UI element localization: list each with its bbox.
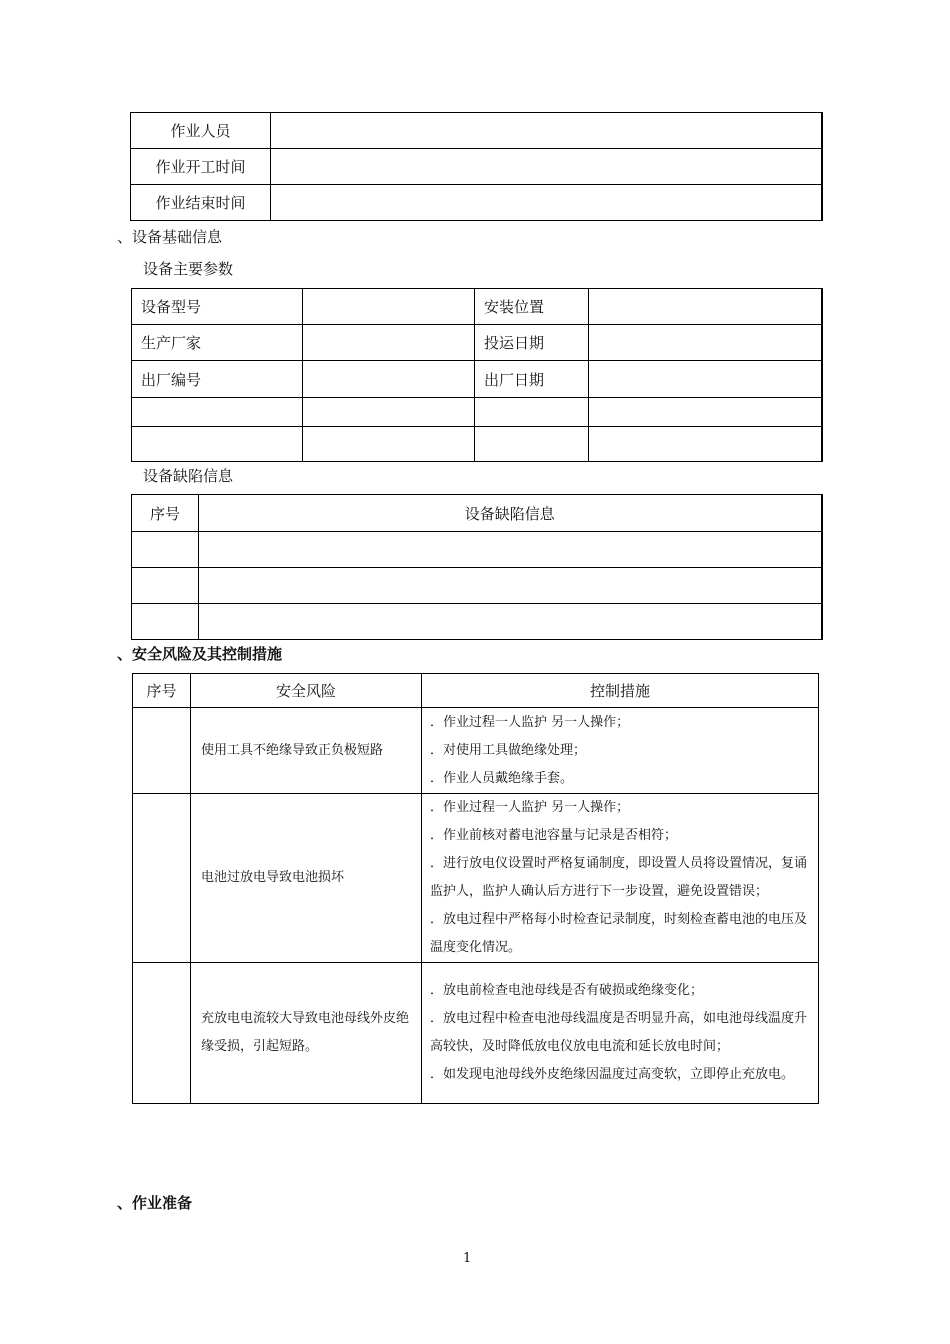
risk-no xyxy=(133,794,191,963)
param-label: 安装位置 xyxy=(475,289,589,325)
personnel-label: 作业人员 xyxy=(131,113,271,149)
page-number: 1 xyxy=(463,1251,472,1266)
table-header-row xyxy=(132,495,822,532)
risk-no xyxy=(133,963,191,1104)
measure-item: ．放电过程中严格每小时检查记录制度，时刻检查蓄电池的电压及温度变化情况。 xyxy=(430,912,808,955)
column-header-risk: 安全风险 xyxy=(191,674,422,708)
measure-item: ．放电前检查电池母线是否有破损或绝缘变化； xyxy=(430,983,704,998)
param-label xyxy=(132,427,303,462)
defect-info[interactable] xyxy=(199,604,822,640)
control-measures xyxy=(422,794,819,963)
defect-info[interactable] xyxy=(199,532,822,568)
table-row xyxy=(133,794,819,963)
param-label xyxy=(475,398,589,427)
risk-description: 充放电电流较大导致电池母线外皮绝缘受损，引起短路。 xyxy=(191,963,422,1104)
column-header-no: 序号 xyxy=(132,495,199,532)
table-row xyxy=(132,361,822,398)
param-value[interactable] xyxy=(303,361,475,398)
table-row xyxy=(133,708,819,794)
column-header-defect-info: 设备缺陷信息 xyxy=(199,495,822,532)
risk-description: 电池过放电导致电池损坏 xyxy=(191,794,422,963)
param-value[interactable] xyxy=(303,325,475,361)
param-label: 生产厂家 xyxy=(132,325,303,361)
measure-item: ．如发现电池母线外皮绝缘因温度过高变软，立即停止充放电。 xyxy=(430,1067,795,1082)
column-header-measures: 控制措施 xyxy=(422,674,819,708)
end-time-value[interactable] xyxy=(271,185,822,221)
measure-item: ．作业人员戴绝缘手套。 xyxy=(430,770,574,786)
table-row xyxy=(131,149,822,185)
defects-table xyxy=(131,494,823,640)
measure-item: ．作业前核对蓄电池容量与记录是否相符； xyxy=(430,828,678,843)
param-value[interactable] xyxy=(589,398,822,427)
measure-item: ．作业过程一人监护 另一人操作； xyxy=(430,800,630,815)
column-header-no: 序号 xyxy=(133,674,191,708)
table-row xyxy=(132,604,822,640)
param-value[interactable] xyxy=(303,427,475,462)
table-row xyxy=(132,289,822,325)
defect-info[interactable] xyxy=(199,568,822,604)
table-row xyxy=(131,113,822,149)
table-row xyxy=(132,427,822,462)
start-time-label: 作业开工时间 xyxy=(131,149,271,185)
defects-title: 设备缺陷信息 xyxy=(143,467,234,485)
table-row xyxy=(132,398,822,427)
defect-no[interactable] xyxy=(132,568,199,604)
params-title: 设备主要参数 xyxy=(143,260,234,278)
param-label: 出厂日期 xyxy=(475,361,589,398)
table-row xyxy=(132,568,822,604)
risk-description: 使用工具不绝缘导致正负极短路 xyxy=(191,708,422,794)
section-heading-risk: 、安全风险及其控制措施 xyxy=(117,645,283,663)
personnel-table xyxy=(130,112,823,221)
defect-no[interactable] xyxy=(132,604,199,640)
param-label: 投运日期 xyxy=(475,325,589,361)
measure-item: ．作业过程一人监护 另一人操作； xyxy=(430,714,630,730)
param-value[interactable] xyxy=(589,325,822,361)
param-value[interactable] xyxy=(303,289,475,325)
end-time-label: 作业结束时间 xyxy=(131,185,271,221)
measure-item: ．对使用工具做绝缘处理； xyxy=(430,742,587,758)
measure-item: ．进行放电仪设置时严格复诵制度，即设置人员将设置情况，复诵监护人，监护人确认后方进行下一步设置，避免设置错误； xyxy=(430,856,808,899)
risk-table xyxy=(132,673,819,1104)
param-label: 出厂编号 xyxy=(132,361,303,398)
param-value[interactable] xyxy=(589,361,822,398)
param-label xyxy=(132,398,303,427)
table-header-row xyxy=(133,674,819,708)
control-measures xyxy=(422,963,819,1104)
param-label: 设备型号 xyxy=(132,289,303,325)
section-heading-equipment: 、设备基础信息 xyxy=(117,228,223,246)
param-label xyxy=(475,427,589,462)
param-value[interactable] xyxy=(589,427,822,462)
control-measures xyxy=(422,708,819,794)
table-row xyxy=(132,325,822,361)
equipment-params-table xyxy=(131,288,823,462)
risk-no xyxy=(133,708,191,794)
table-row xyxy=(131,185,822,221)
param-value[interactable] xyxy=(589,289,822,325)
table-row xyxy=(132,532,822,568)
section-heading-prep: 、作业准备 xyxy=(117,1194,193,1212)
measure-item: ．放电过程中检查电池母线温度是否明显升高，如电池母线温度升高较快，及时降低放电仪放电电流和延长放电时间； xyxy=(430,1011,808,1054)
personnel-value[interactable] xyxy=(271,113,822,149)
table-row xyxy=(133,963,819,1104)
defect-no[interactable] xyxy=(132,532,199,568)
start-time-value[interactable] xyxy=(271,149,822,185)
param-value[interactable] xyxy=(303,398,475,427)
